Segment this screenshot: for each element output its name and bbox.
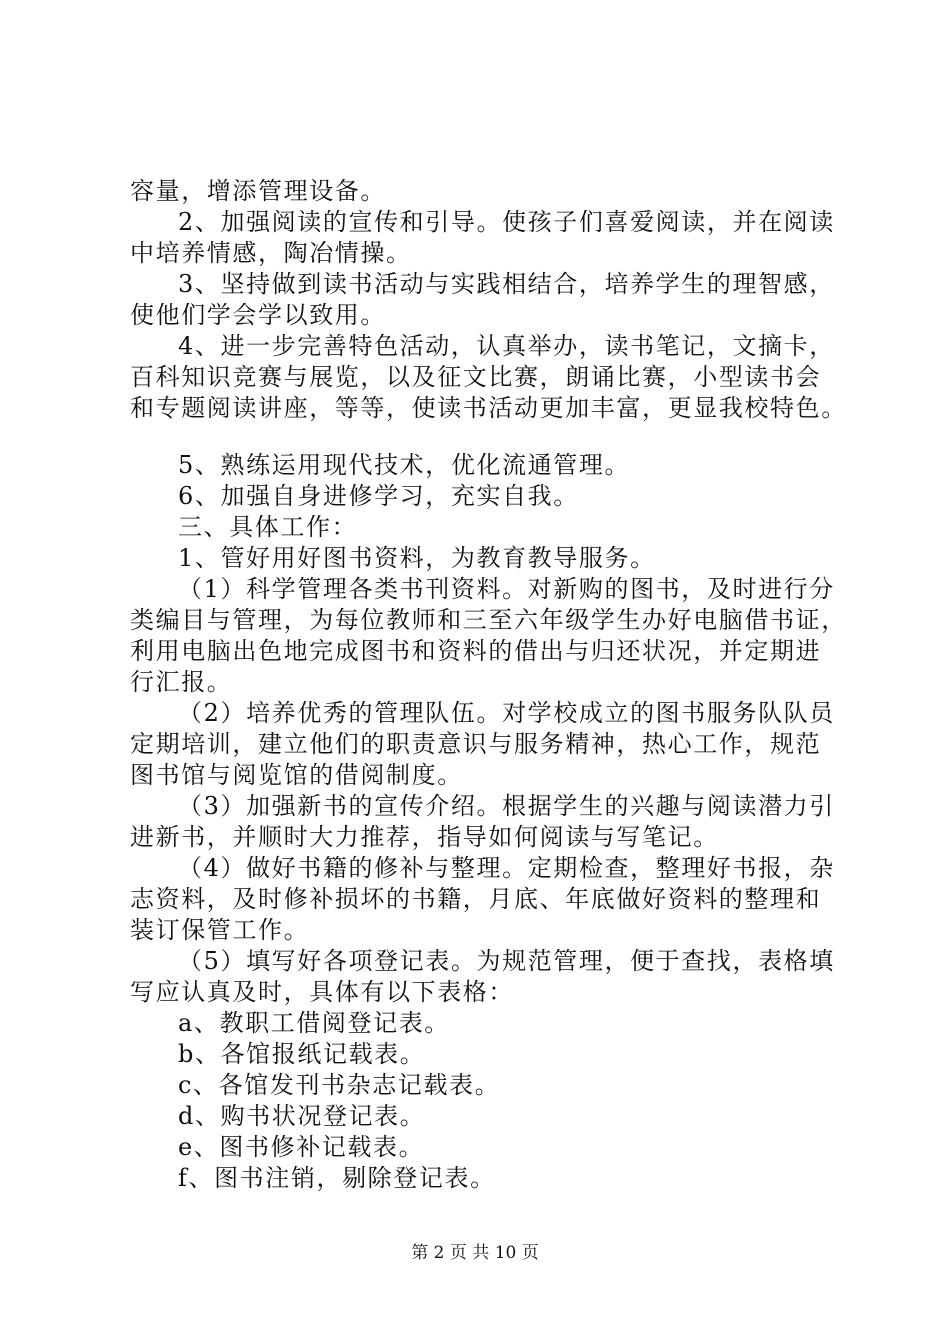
text-line: 和专题阅读讲座，等等，使读书活动更加丰富，更显我校特色。 [130, 394, 847, 422]
text-line: 行汇报。 [130, 668, 233, 696]
text-line: 百科知识竞赛与展览，以及征文比赛，朗诵比赛，小型读书会 [130, 363, 822, 391]
list-item: d、购书状况登记表。 [178, 1102, 426, 1130]
list-item: e、图书修补记载表。 [178, 1133, 425, 1161]
text-line: （4）做好书籍的修补与整理。定期检查，整理好书报，杂 [178, 854, 835, 882]
text-line: （5）填写好各项登记表。为规范管理，便于查找，表格填 [178, 947, 835, 975]
list-item: c、各馆发刊书杂志记载表。 [178, 1071, 501, 1099]
text-line: 定期培训，建立他们的职责意识与服务精神，热心工作，规范 [130, 730, 822, 758]
text-line: 图书馆与阅览馆的借阅制度。 [130, 761, 463, 789]
text-line: 利用电脑出色地完成图书和资料的借出与归还状况，并定期进 [130, 637, 822, 665]
text-line: 中培养情感，陶冶情操。 [130, 239, 412, 267]
list-item: b、各馆报纸记载表。 [178, 1040, 426, 1068]
text-line: （1）科学管理各类书刊资料。对新购的图书，及时进行分 [178, 575, 835, 603]
text-line: 2、加强阅读的宣传和引导。使孩子们喜爱阅读，并在阅读 [178, 208, 835, 236]
text-line: 使他们学会学以致用。 [130, 301, 386, 329]
text-line: 4、进一步完善特色活动，认真举办，读书笔记，文摘卡， [178, 332, 835, 360]
text-line: 3、坚持做到读书活动与实践相结合，培养学生的理智感， [178, 270, 835, 298]
text-line: 容量，增添管理设备。 [130, 177, 386, 205]
text-line: 类编目与管理，为每位教师和三至六年级学生办好电脑借书证， [130, 606, 847, 634]
text-line: 进新书，并顺时大力推荐，指导如何阅读与写笔记。 [130, 823, 719, 851]
text-line: 装订保管工作。 [130, 916, 310, 944]
text-line: 6、加强自身进修学习，充实自我。 [178, 482, 579, 510]
text-line: （2）培养优秀的管理队伍。对学校成立的图书服务队队员 [178, 699, 835, 727]
section-heading: 三、具体工作： [178, 513, 358, 541]
text-line: 志资料，及时修补损坏的书籍，月底、年底做好资料的整理和 [130, 885, 822, 913]
text-line: 5、熟练运用现代技术，优化流通管理。 [178, 451, 631, 479]
list-item: f、图书注销，剔除登记表。 [178, 1164, 496, 1192]
list-item: a、教职工借阅登记表。 [178, 1009, 450, 1037]
page-number-footer: 第 2 页 共 10 页 [411, 1243, 539, 1263]
text-line: 1、管好用好图书资料，为教育教导服务。 [178, 544, 656, 572]
text-line: （3）加强新书的宣传介绍。根据学生的兴趣与阅读潜力引 [178, 792, 835, 820]
text-line: 写应认真及时，具体有以下表格： [130, 978, 514, 1006]
